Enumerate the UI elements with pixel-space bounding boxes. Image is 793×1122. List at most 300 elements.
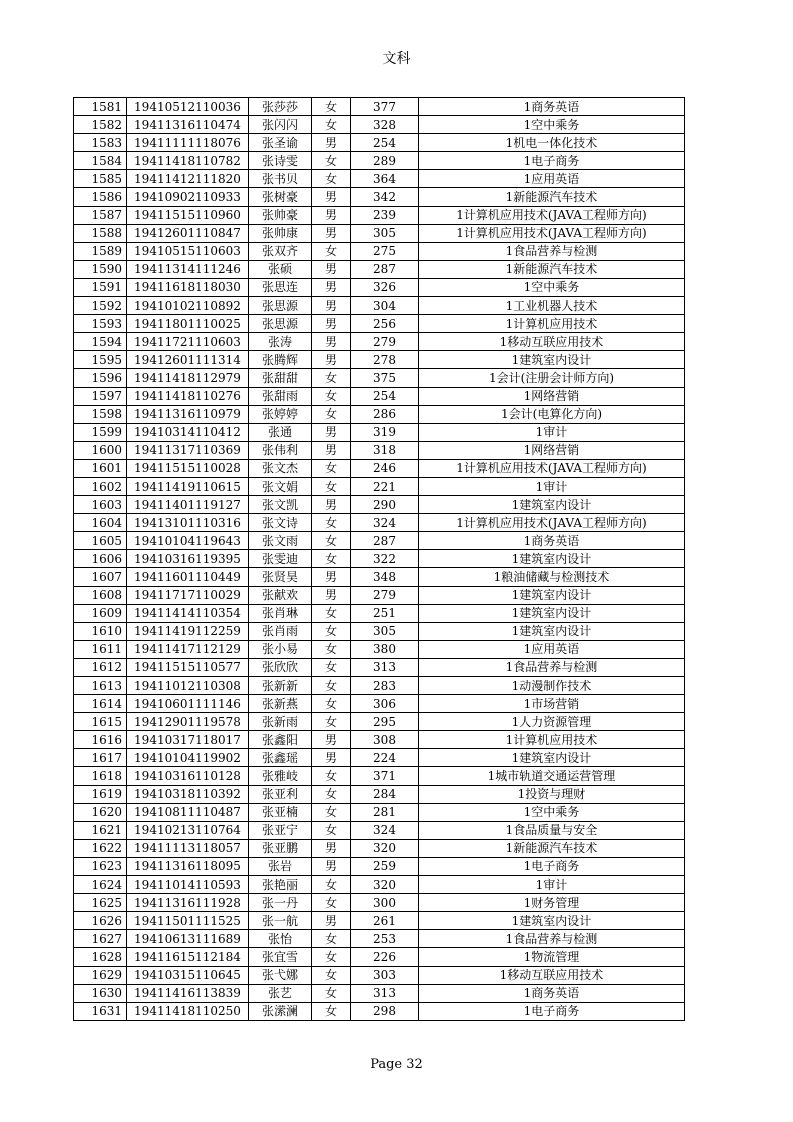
candidate-id-cell: 19411317110369 (127, 441, 249, 459)
row-number-cell: 1603 (74, 496, 127, 514)
score-cell: 224 (351, 749, 419, 767)
student-name-cell: 张肖雨 (249, 622, 312, 640)
row-number-cell: 1581 (74, 98, 127, 116)
score-cell: 289 (351, 152, 419, 170)
table-row (74, 459, 685, 477)
row-number-cell: 1615 (74, 713, 127, 731)
candidate-id-cell: 19411418112979 (127, 369, 249, 387)
student-name-cell: 张诗雯 (249, 152, 312, 170)
row-number-cell: 1610 (74, 622, 127, 640)
gender-cell: 男 (312, 586, 351, 604)
candidate-id-cell: 19411615112184 (127, 948, 249, 966)
student-name-cell: 张宜雪 (249, 948, 312, 966)
student-name-cell: 张雅岐 (249, 767, 312, 785)
score-cell: 275 (351, 242, 419, 260)
table-row (74, 188, 685, 206)
major-cell: 1商务英语 (419, 532, 685, 550)
score-cell: 300 (351, 894, 419, 912)
score-cell: 253 (351, 930, 419, 948)
major-cell: 1网络营销 (419, 441, 685, 459)
gender-cell: 女 (312, 695, 351, 713)
table-row (74, 206, 685, 224)
row-number-cell: 1627 (74, 930, 127, 948)
score-cell: 348 (351, 568, 419, 586)
candidate-id-cell: 19411601110449 (127, 568, 249, 586)
row-number-cell: 1585 (74, 170, 127, 188)
major-cell: 1粮油储藏与检测技术 (419, 568, 685, 586)
candidate-id-cell: 19411113118057 (127, 839, 249, 857)
candidate-id-cell: 19411418110276 (127, 387, 249, 405)
table-row (74, 930, 685, 948)
gender-cell: 女 (312, 98, 351, 116)
gender-cell: 女 (312, 930, 351, 948)
student-name-cell: 张亚宁 (249, 821, 312, 839)
score-cell: 319 (351, 423, 419, 441)
row-number-cell: 1595 (74, 351, 127, 369)
score-cell: 324 (351, 514, 419, 532)
candidate-id-cell: 19411501111525 (127, 912, 249, 930)
student-name-cell: 张岩 (249, 857, 312, 875)
student-name-cell: 张艺 (249, 984, 312, 1002)
student-name-cell: 张鑫阳 (249, 731, 312, 749)
row-number-cell: 1616 (74, 731, 127, 749)
table-row (74, 912, 685, 930)
row-number-cell: 1614 (74, 695, 127, 713)
major-cell: 1审计 (419, 876, 685, 894)
row-number-cell: 1599 (74, 423, 127, 441)
candidate-id-cell: 19411418110250 (127, 1002, 249, 1020)
student-name-cell: 张思连 (249, 278, 312, 296)
score-cell: 226 (351, 948, 419, 966)
gender-cell: 男 (312, 134, 351, 152)
table-row (74, 405, 685, 423)
score-cell: 303 (351, 966, 419, 984)
major-cell: 1空中乘务 (419, 278, 685, 296)
gender-cell: 男 (312, 857, 351, 875)
candidate-id-cell: 19411717110029 (127, 586, 249, 604)
table-body (74, 98, 685, 1021)
score-cell: 283 (351, 677, 419, 695)
student-name-cell: 张一丹 (249, 894, 312, 912)
student-name-cell: 张雯迪 (249, 550, 312, 568)
candidate-id-cell: 19410902110933 (127, 188, 249, 206)
score-cell: 251 (351, 604, 419, 622)
score-cell: 313 (351, 658, 419, 676)
row-number-cell: 1604 (74, 514, 127, 532)
major-cell: 1网络营销 (419, 387, 685, 405)
table-row (74, 839, 685, 857)
major-cell: 1新能源汽车技术 (419, 188, 685, 206)
row-number-cell: 1623 (74, 857, 127, 875)
gender-cell: 男 (312, 423, 351, 441)
row-number-cell: 1617 (74, 749, 127, 767)
table-row (74, 803, 685, 821)
row-number-cell: 1608 (74, 586, 127, 604)
table-row (74, 423, 685, 441)
gender-cell: 女 (312, 658, 351, 676)
gender-cell: 男 (312, 206, 351, 224)
student-name-cell: 张肖琳 (249, 604, 312, 622)
score-cell: 246 (351, 459, 419, 477)
gender-cell: 女 (312, 894, 351, 912)
row-number-cell: 1624 (74, 876, 127, 894)
gender-cell: 女 (312, 405, 351, 423)
candidate-id-cell: 19413101110316 (127, 514, 249, 532)
table-row (74, 713, 685, 731)
score-cell: 286 (351, 405, 419, 423)
table-row (74, 785, 685, 803)
table-row (74, 514, 685, 532)
table-row (74, 821, 685, 839)
major-cell: 1动漫制作技术 (419, 677, 685, 695)
gender-cell: 男 (312, 441, 351, 459)
student-name-cell: 张伟利 (249, 441, 312, 459)
score-cell: 313 (351, 984, 419, 1002)
candidate-id-cell: 19411316118095 (127, 857, 249, 875)
table-row (74, 894, 685, 912)
table-row (74, 116, 685, 134)
gender-cell: 女 (312, 876, 351, 894)
student-name-cell: 张双齐 (249, 242, 312, 260)
student-name-cell: 张鑫瑶 (249, 749, 312, 767)
table-row (74, 876, 685, 894)
candidate-id-cell: 19411515110960 (127, 206, 249, 224)
gender-cell: 女 (312, 116, 351, 134)
student-name-cell: 张莎莎 (249, 98, 312, 116)
major-cell: 1食品营养与检测 (419, 242, 685, 260)
score-cell: 281 (351, 803, 419, 821)
row-number-cell: 1622 (74, 839, 127, 857)
candidate-id-cell: 19411414110354 (127, 604, 249, 622)
candidate-id-cell: 19410317118017 (127, 731, 249, 749)
gender-cell: 女 (312, 785, 351, 803)
gender-cell: 女 (312, 767, 351, 785)
row-number-cell: 1589 (74, 242, 127, 260)
score-cell: 254 (351, 387, 419, 405)
gender-cell: 女 (312, 242, 351, 260)
student-name-cell: 张树豪 (249, 188, 312, 206)
score-cell: 254 (351, 134, 419, 152)
row-number-cell: 1630 (74, 984, 127, 1002)
row-number-cell: 1628 (74, 948, 127, 966)
student-name-cell: 张甜甜 (249, 369, 312, 387)
admission-table (73, 97, 685, 1021)
major-cell: 1建筑室内设计 (419, 912, 685, 930)
row-number-cell: 1594 (74, 333, 127, 351)
table-row (74, 351, 685, 369)
score-cell: 326 (351, 278, 419, 296)
student-name-cell: 张帅豪 (249, 206, 312, 224)
major-cell: 1会计(注册会计师方向) (419, 369, 685, 387)
major-cell: 1食品质量与安全 (419, 821, 685, 839)
score-cell: 318 (351, 441, 419, 459)
student-name-cell: 张婷婷 (249, 405, 312, 423)
gender-cell: 男 (312, 260, 351, 278)
row-number-cell: 1611 (74, 640, 127, 658)
table-row (74, 224, 685, 242)
table-row (74, 550, 685, 568)
table-row (74, 1002, 685, 1020)
table-row (74, 260, 685, 278)
score-cell: 375 (351, 369, 419, 387)
score-cell: 306 (351, 695, 419, 713)
row-number-cell: 1609 (74, 604, 127, 622)
major-cell: 1电子商务 (419, 857, 685, 875)
student-name-cell: 张新燕 (249, 695, 312, 713)
table-row (74, 369, 685, 387)
row-number-cell: 1621 (74, 821, 127, 839)
candidate-id-cell: 19410316119395 (127, 550, 249, 568)
major-cell: 1建筑室内设计 (419, 351, 685, 369)
table-row (74, 948, 685, 966)
score-cell: 364 (351, 170, 419, 188)
gender-cell: 女 (312, 803, 351, 821)
table-row (74, 586, 685, 604)
candidate-id-cell: 19412601111314 (127, 351, 249, 369)
major-cell: 1建筑室内设计 (419, 749, 685, 767)
major-cell: 1空中乘务 (419, 116, 685, 134)
major-cell: 1物流管理 (419, 948, 685, 966)
candidate-id-cell: 19411316110474 (127, 116, 249, 134)
student-name-cell: 张献欢 (249, 586, 312, 604)
major-cell: 1审计 (419, 423, 685, 441)
major-cell: 1计算机应用技术(JAVA工程师方向) (419, 224, 685, 242)
candidate-id-cell: 19411419110615 (127, 477, 249, 495)
candidate-id-cell: 19410515110603 (127, 242, 249, 260)
row-number-cell: 1593 (74, 315, 127, 333)
major-cell: 1人力资源管理 (419, 713, 685, 731)
score-cell: 261 (351, 912, 419, 930)
row-number-cell: 1590 (74, 260, 127, 278)
major-cell: 1新能源汽车技术 (419, 839, 685, 857)
student-name-cell: 张书贝 (249, 170, 312, 188)
table-row (74, 622, 685, 640)
row-number-cell: 1592 (74, 297, 127, 315)
gender-cell: 女 (312, 459, 351, 477)
gender-cell: 女 (312, 984, 351, 1002)
student-name-cell: 张艳丽 (249, 876, 312, 894)
gender-cell: 女 (312, 1002, 351, 1020)
gender-cell: 女 (312, 369, 351, 387)
major-cell: 1审计 (419, 477, 685, 495)
student-name-cell: 张新雨 (249, 713, 312, 731)
major-cell: 1建筑室内设计 (419, 586, 685, 604)
gender-cell: 男 (312, 568, 351, 586)
score-cell: 239 (351, 206, 419, 224)
candidate-id-cell: 19411401119127 (127, 496, 249, 514)
gender-cell: 女 (312, 821, 351, 839)
score-cell: 308 (351, 731, 419, 749)
major-cell: 1移动互联应用技术 (419, 966, 685, 984)
student-name-cell: 张亚鹏 (249, 839, 312, 857)
page-title: 文科 (382, 51, 411, 67)
major-cell: 1商务英语 (419, 984, 685, 1002)
score-cell: 320 (351, 839, 419, 857)
student-name-cell: 张通 (249, 423, 312, 441)
table-row (74, 966, 685, 984)
gender-cell: 男 (312, 278, 351, 296)
candidate-id-cell: 19411316111928 (127, 894, 249, 912)
student-name-cell: 张弋娜 (249, 966, 312, 984)
table-row (74, 731, 685, 749)
student-name-cell: 张文诗 (249, 514, 312, 532)
gender-cell: 女 (312, 622, 351, 640)
student-name-cell: 张硕 (249, 260, 312, 278)
major-cell: 1空中乘务 (419, 803, 685, 821)
major-cell: 1食品营养与检测 (419, 930, 685, 948)
row-number-cell: 1626 (74, 912, 127, 930)
major-cell: 1计算机应用技术 (419, 731, 685, 749)
row-number-cell: 1597 (74, 387, 127, 405)
student-name-cell: 张新新 (249, 677, 312, 695)
major-cell: 1机电一体化技术 (419, 134, 685, 152)
candidate-id-cell: 19412601110847 (127, 224, 249, 242)
gender-cell: 男 (312, 496, 351, 514)
row-number-cell: 1588 (74, 224, 127, 242)
table-row (74, 333, 685, 351)
candidate-id-cell: 19410318110392 (127, 785, 249, 803)
student-name-cell: 张甜雨 (249, 387, 312, 405)
row-number-cell: 1584 (74, 152, 127, 170)
row-number-cell: 1625 (74, 894, 127, 912)
gender-cell: 男 (312, 749, 351, 767)
table-row (74, 695, 685, 713)
student-name-cell: 张亚利 (249, 785, 312, 803)
page-number: Page 32 (370, 1057, 423, 1072)
major-cell: 1计算机应用技术(JAVA工程师方向) (419, 206, 685, 224)
student-name-cell: 张一航 (249, 912, 312, 930)
candidate-id-cell: 19410315110645 (127, 966, 249, 984)
table-row (74, 984, 685, 1002)
row-number-cell: 1587 (74, 206, 127, 224)
candidate-id-cell: 19410613111689 (127, 930, 249, 948)
row-number-cell: 1618 (74, 767, 127, 785)
table-row (74, 441, 685, 459)
score-cell: 305 (351, 622, 419, 640)
candidate-id-cell: 19410213110764 (127, 821, 249, 839)
gender-cell: 男 (312, 224, 351, 242)
major-cell: 1会计(电算化方向) (419, 405, 685, 423)
candidate-id-cell: 19411721110603 (127, 333, 249, 351)
gender-cell: 男 (312, 315, 351, 333)
major-cell: 1工业机器人技术 (419, 297, 685, 315)
row-number-cell: 1606 (74, 550, 127, 568)
row-number-cell: 1600 (74, 441, 127, 459)
table-row (74, 98, 685, 116)
student-name-cell: 张思源 (249, 297, 312, 315)
score-cell: 305 (351, 224, 419, 242)
student-name-cell: 张潆澜 (249, 1002, 312, 1020)
row-number-cell: 1605 (74, 532, 127, 550)
score-cell: 377 (351, 98, 419, 116)
table-row (74, 496, 685, 514)
gender-cell: 女 (312, 387, 351, 405)
candidate-id-cell: 19411111118076 (127, 134, 249, 152)
row-number-cell: 1613 (74, 677, 127, 695)
table-row (74, 315, 685, 333)
major-cell: 1计算机应用技术(JAVA工程师方向) (419, 459, 685, 477)
candidate-id-cell: 19411416113839 (127, 984, 249, 1002)
candidate-id-cell: 19411515110577 (127, 658, 249, 676)
major-cell: 1财务管理 (419, 894, 685, 912)
student-name-cell: 张欣欣 (249, 658, 312, 676)
student-name-cell: 张文凯 (249, 496, 312, 514)
candidate-id-cell: 19411014110593 (127, 876, 249, 894)
student-name-cell: 张思源 (249, 315, 312, 333)
gender-cell: 女 (312, 532, 351, 550)
table-row (74, 152, 685, 170)
gender-cell: 女 (312, 514, 351, 532)
candidate-id-cell: 19410811110487 (127, 803, 249, 821)
major-cell: 1新能源汽车技术 (419, 260, 685, 278)
row-number-cell: 1631 (74, 1002, 127, 1020)
candidate-id-cell: 19410104119643 (127, 532, 249, 550)
table-row (74, 170, 685, 188)
candidate-id-cell: 19411316110979 (127, 405, 249, 423)
candidate-id-cell: 19412901119578 (127, 713, 249, 731)
score-cell: 221 (351, 477, 419, 495)
candidate-id-cell: 19410316110128 (127, 767, 249, 785)
student-name-cell: 张帅康 (249, 224, 312, 242)
gender-cell: 男 (312, 351, 351, 369)
table-row (74, 604, 685, 622)
candidate-id-cell: 19411618118030 (127, 278, 249, 296)
student-name-cell: 张贤昊 (249, 568, 312, 586)
major-cell: 1应用英语 (419, 170, 685, 188)
score-cell: 320 (351, 876, 419, 894)
table-row (74, 532, 685, 550)
score-cell: 322 (351, 550, 419, 568)
major-cell: 1应用英语 (419, 640, 685, 658)
candidate-id-cell: 19410512110036 (127, 98, 249, 116)
table-row (74, 658, 685, 676)
gender-cell: 女 (312, 152, 351, 170)
student-name-cell: 张亚楠 (249, 803, 312, 821)
gender-cell: 女 (312, 640, 351, 658)
major-cell: 1电子商务 (419, 152, 685, 170)
gender-cell: 女 (312, 170, 351, 188)
student-name-cell: 张圣谕 (249, 134, 312, 152)
row-number-cell: 1596 (74, 369, 127, 387)
table-row (74, 568, 685, 586)
candidate-id-cell: 19410104119902 (127, 749, 249, 767)
gender-cell: 男 (312, 912, 351, 930)
row-number-cell: 1591 (74, 278, 127, 296)
student-name-cell: 张文雨 (249, 532, 312, 550)
major-cell: 1电子商务 (419, 1002, 685, 1020)
gender-cell: 女 (312, 604, 351, 622)
candidate-id-cell: 19410314110412 (127, 423, 249, 441)
student-name-cell: 张文娟 (249, 477, 312, 495)
score-cell: 279 (351, 333, 419, 351)
table-row (74, 640, 685, 658)
candidate-id-cell: 19411012110308 (127, 677, 249, 695)
row-number-cell: 1583 (74, 134, 127, 152)
candidate-id-cell: 19411419112259 (127, 622, 249, 640)
major-cell: 1食品营养与检测 (419, 658, 685, 676)
table-row (74, 857, 685, 875)
major-cell: 1建筑室内设计 (419, 604, 685, 622)
gender-cell: 男 (312, 297, 351, 315)
row-number-cell: 1582 (74, 116, 127, 134)
gender-cell: 女 (312, 550, 351, 568)
row-number-cell: 1607 (74, 568, 127, 586)
table-row (74, 749, 685, 767)
score-cell: 298 (351, 1002, 419, 1020)
score-cell: 304 (351, 297, 419, 315)
table-row (74, 278, 685, 296)
student-name-cell: 张闪闪 (249, 116, 312, 134)
